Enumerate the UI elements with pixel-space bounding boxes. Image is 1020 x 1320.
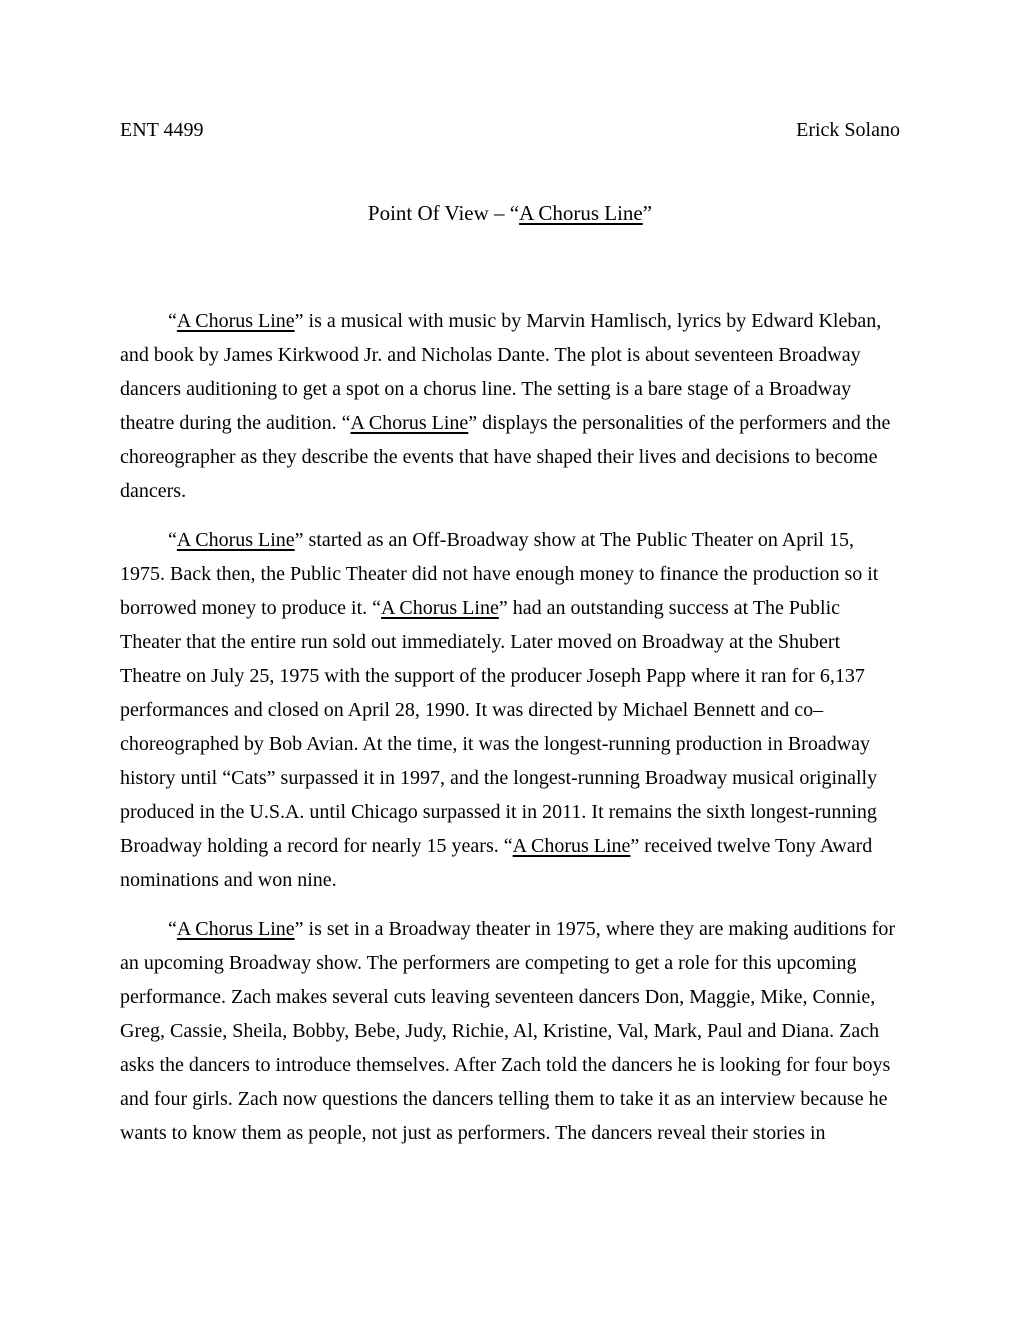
underlined-text: A Chorus Line <box>519 201 643 225</box>
underlined-text: A Chorus Line <box>176 918 295 940</box>
document-body <box>120 304 900 1150</box>
text-segment: ” received twelve Tony Award nominations and won nine. <box>120 835 873 891</box>
text-segment: “ <box>168 310 177 332</box>
text-segment: ” is a musical with music by Marvin Hamlisch, lyrics by Edward Kleban, and book by James Kirkwood Jr. and Nicholas Dante. The plot is about seventeen Broadway dancers auditioning to get a spot on a chorus line. The setting is a bare stage of a Broadway theatre during the audition. “ <box>120 310 882 434</box>
text-segment: “ <box>168 529 177 551</box>
paragraph-intro <box>120 304 900 508</box>
underlined-text: A Chorus Line <box>350 412 469 434</box>
text-segment: “ <box>168 918 177 940</box>
underlined-text: A Chorus Line <box>176 310 295 332</box>
text-segment: ” is set in a Broadway theater in 1975, where they are making auditions for an upcoming Broadway show. The performers are competing to get a role for this upcoming performance. Zach makes several cuts leaving seventeen dancers Don, Maggie, Mike, Connie, Greg, Cassie, Sheila, Bobby, Bebe, Judy, Richie, Al, Kristine, Val, Mark, Paul and Diana. Zach asks the dancers to introduce themselves. After Zach told the dancers he is looking for four boys and four girls. Zach now questions the dancers telling them to take it as an interview because he wants to know them as people, not just as performers. The dancers reveal their stories in <box>120 918 896 1144</box>
text-segment: Point Of View – “ <box>367 201 520 225</box>
document-title <box>120 200 900 226</box>
text-segment: ” displays the personalities of the performers and the choreographer as they describe the events that have shaped their lives and decisions to become dancers. <box>120 412 891 502</box>
text-segment: ” started as an Off-Broadway show at The Public Theater on April 15, 1975. Back then, the Public Theater did not have enough money to finance the production so it borrowed money to produce it. “ <box>120 529 879 619</box>
underlined-text: A Chorus Line <box>512 835 631 857</box>
paragraph-history <box>120 523 900 897</box>
header-author-name: Erick Solano <box>796 119 900 141</box>
text-segment: ” <box>642 201 653 225</box>
underlined-text: A Chorus Line <box>176 529 295 551</box>
document-header <box>120 118 900 142</box>
text-segment: ” had an outstanding success at The Public Theater that the entire run sold out immediately. Later moved on Broadway at the Shubert Theatre on July 25, 1975 with the support of the producer Joseph Papp where it ran for 6,137 performances and closed on April 28, 1990. It was directed by Michael Bennett and co–choreographed by Bob Avian. At the time, it was the longest-running production in Broadway history until “Cats” surpassed it in 1997, and the longest-running Broadway musical originally produced in the U.S.A. until Chicago surpassed it in 2011. It remains the sixth longest-running Broadway holding a record for nearly 15 years. “ <box>120 597 878 857</box>
paragraph-plot <box>120 912 900 1150</box>
underlined-text: A Chorus Line <box>381 597 499 619</box>
header-course-code: ENT 4499 <box>120 119 204 141</box>
